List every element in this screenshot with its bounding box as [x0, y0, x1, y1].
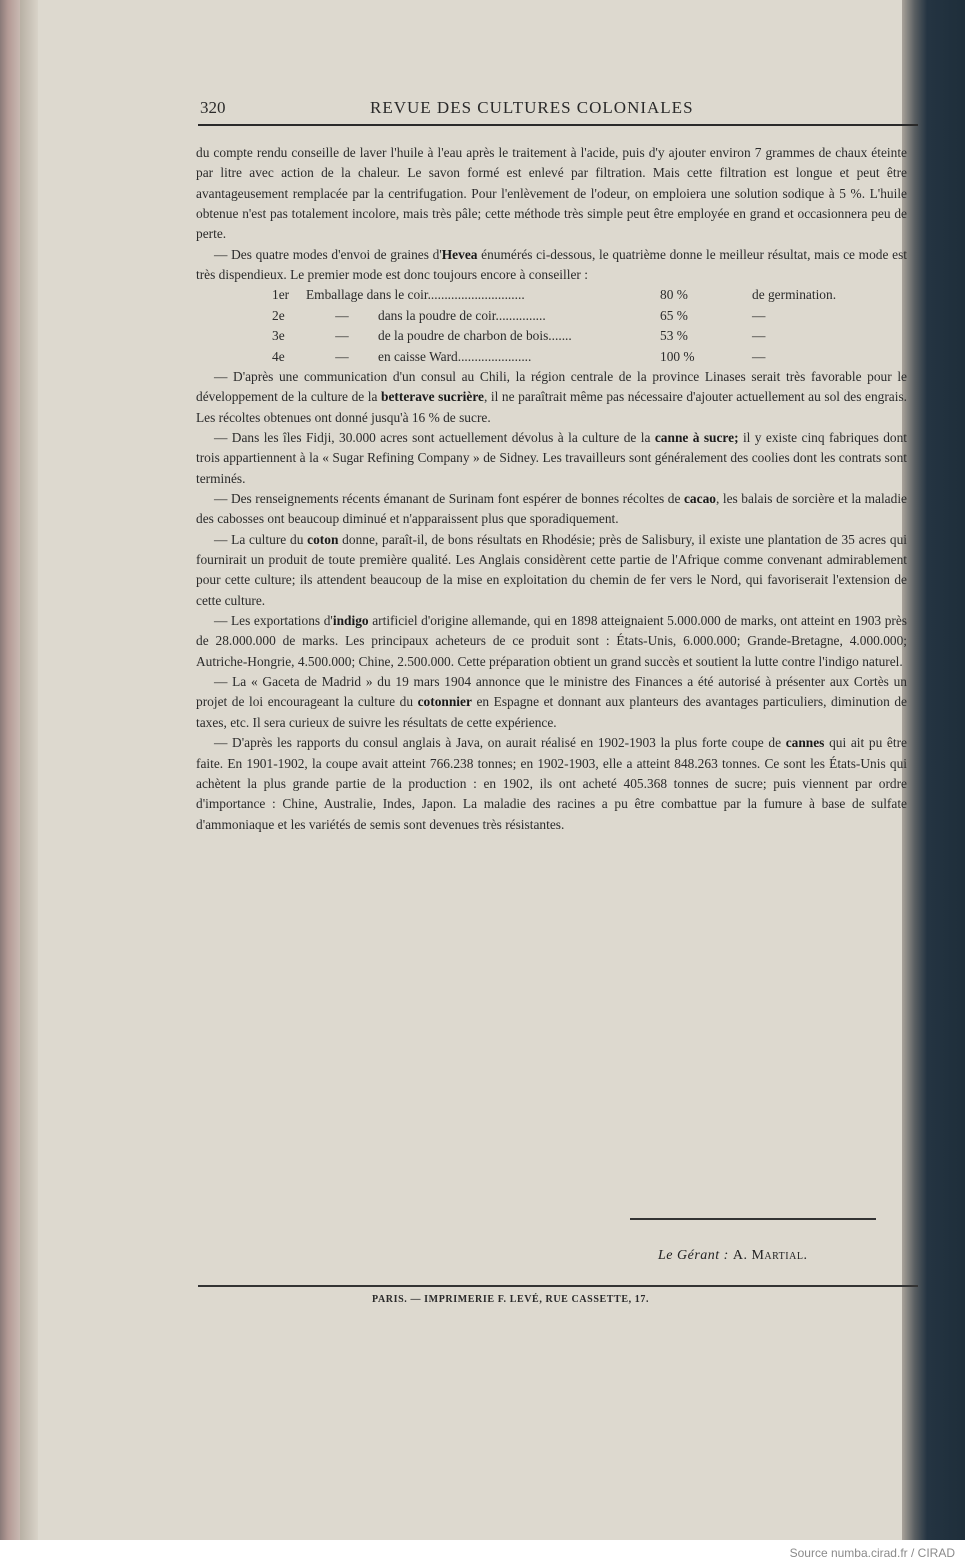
- germination-table: [272, 285, 907, 367]
- table-row: [272, 326, 907, 346]
- row-result: de germination.: [752, 287, 837, 303]
- text-run: il y existe cinq fabriques dont trois appartiennent à la « Sugar Refining Company » de Sidney. Les travailleurs sont généralement des coolies dont les contrats sont terminés.: [196, 430, 908, 486]
- row-percent: 80 %: [660, 287, 688, 303]
- row-percent: 53 %: [660, 328, 688, 344]
- table-row: [272, 285, 907, 305]
- signature-rule: [630, 1218, 876, 1220]
- row-method: Emballage dans le coir.............................: [306, 287, 525, 303]
- source-credit: Source numba.cirad.fr / CIRAD: [789, 1546, 955, 1560]
- text-run: — Les exportations d': [214, 613, 333, 629]
- text-run: donne, paraît-il, de bons résultats en Rhodésie; près de Salisbury, il existe une plantation de 35 acres qui fournirait un produit de toute première qualité. Les Anglais considèrent cette partie de l'Afrique comme convenant admirablement pour cette culture; ils attendent beaucoup de la mise en exploitation du chemin de fer vers le Nord, qui favoriserait l'extension de cette culture.: [196, 531, 907, 608]
- row-ditto: —: [335, 348, 349, 364]
- text-run: énumérés ci-dessous, le quatrième donne le meilleur résultat, mais ce mode est très dispendieux. Le premier mode est donc toujours encore à conseiller :: [196, 246, 907, 283]
- row-result: —: [752, 348, 766, 364]
- signature: [658, 1248, 807, 1264]
- book-cover-edge-right: [902, 0, 965, 1540]
- paragraph-madrid: [196, 672, 907, 733]
- row-ordinal: 4e: [272, 348, 285, 364]
- row-result: —: [752, 328, 766, 344]
- book-binding-left: [0, 0, 20, 1540]
- row-method: en caisse Ward......................: [378, 348, 532, 364]
- running-header: [200, 98, 918, 122]
- paragraph-oil-treatment: du compte rendu conseille de laver l'huile à l'eau après le traitement à l'acide, puis d'y ajouter environ 7 grammes de chaux éteinte par litre avec action de la chaleur. Le savon formé est enlevé par filtration. Mais cette filtration est longue et peut être avantageusement remplacée par la centrifugation. Pour l'enlèvement de l'odeur, on emploiera une solution sodique à 5 %. L'huile obtenue n'est pas totalement incolore, mais très pâle; cette méthode très simple peut être employée en grand et occasionnera peu de perte.: [196, 145, 907, 242]
- row-percent: 65 %: [660, 307, 688, 323]
- paragraph-hevea: [196, 245, 907, 286]
- keyword-hevea: Hevea: [441, 246, 478, 262]
- text-run: , les balais de sorcière et la maladie des cabosses ont beaucoup diminué et n'apparaissent plus que sporadiquement.: [196, 491, 907, 527]
- row-percent: 100 %: [660, 348, 695, 364]
- row-ditto: —: [335, 328, 349, 344]
- paragraph-indigo: [196, 611, 907, 672]
- journal-title: REVUE DES CULTURES COLONIALES: [370, 98, 694, 117]
- text-run: — La « Gaceta de Madrid » du 19 mars 1904 annonce que le ministre des Finances a été autorisé à présenter aux Cortès un projet de loi encourageant la culture du: [196, 674, 907, 710]
- keyword-cannes: cannes: [785, 735, 825, 751]
- signature-name: A. Martial.: [732, 1248, 808, 1263]
- keyword-cacao: cacao: [683, 491, 716, 507]
- paragraph-surinam: [196, 489, 907, 530]
- row-ordinal: 1er: [272, 287, 290, 303]
- paragraph-fidji: [196, 428, 907, 489]
- paragraph-betterave: [196, 367, 907, 428]
- signature-role: Le Gérant :: [658, 1248, 729, 1263]
- keyword-betterave: betterave sucrière: [381, 389, 484, 405]
- text-run: — D'après les rapports du consul anglais à Java, on aurait réalisé en 1902-1903 la plus forte coupe de: [214, 735, 786, 751]
- text-run: — Des renseignements récents émanant de Surinam font espérer de bonnes récoltes de: [214, 491, 684, 507]
- text-run: , il ne paraîtrait même pas nécessaire d'ajouter actuellement au sol des engrais. Les récoltes obtenues ont donné jusqu'à 16 % de sucre.: [196, 389, 908, 425]
- row-ditto: —: [335, 307, 349, 323]
- footer-rule: [198, 1285, 918, 1287]
- row-method: dans la poudre de coir...............: [378, 307, 546, 323]
- text-run: — Des quatre modes d'envoi de graines d': [214, 246, 442, 262]
- gutter-shadow: [20, 0, 38, 1540]
- page-number: 320: [200, 98, 226, 117]
- text-run: — La culture du: [214, 531, 308, 547]
- row-ordinal: 3e: [272, 328, 285, 344]
- row-result: —: [752, 307, 766, 323]
- paragraph-java: [196, 733, 907, 835]
- row-method: de la poudre de charbon de bois.......: [378, 328, 572, 344]
- table-row: [272, 347, 907, 367]
- article-body: [196, 143, 907, 835]
- paragraph-rhodesie: [196, 530, 907, 611]
- text-run: — Dans les îles Fidji, 30.000 acres sont actuellement dévolus à la culture de la: [214, 430, 655, 445]
- text-run: en Espagne et donnant aux planteurs des avantages particuliers, diminution de taxes, etc. Il sera curieux de suivre les résultats de cette expérience.: [196, 694, 907, 730]
- text-run: — D'après une communication d'un consul au Chili, la région centrale de la province Linases serait très favorable pour le développement de la culture de la: [196, 368, 907, 405]
- header-rule: [198, 124, 918, 126]
- keyword-canne: canne à sucre;: [654, 430, 739, 445]
- printer-imprint: PARIS. — IMPRIMERIE F. LEVÉ, RUE CASSETTE, 17.: [372, 1294, 650, 1305]
- text-run: artificiel d'origine allemande, qui en 1898 atteignaient 5.000.000 de marks, ont atteint en 1903 près de 28.000.000 de marks. Les principaux acheteurs de ce produit sont : États-Unis, 6.000.000; Grande-Bretagne, 4.000.000; Autriche-Hongrie, 4.500.000; Chine, 2.500.000. Cette préparation obtient un grand succès et soutient la lutte contre l'indigo naturel.: [196, 613, 908, 669]
- text-run: qui ait pu être faite. En 1901-1902, la coupe avait atteint 766.238 tonnes; en 1902-1903, elle a atteint 848.263 tonnes. Ce sont les États-Unis qui achètent la plus grande partie de la production : en 1902, ils ont acheté 405.368 tonnes de sucre; puis viennent par ordre d'importance : Chine, Australie, Indes, Japon. La maladie des racines a pu être combattue par la fumure à base de sulfate d'ammoniaque et les variétés de semis sont devenues très résistantes.: [196, 735, 907, 832]
- keyword-indigo: indigo: [332, 613, 369, 629]
- row-ordinal: 2e: [272, 307, 285, 323]
- keyword-coton: coton: [307, 531, 339, 547]
- table-row: [272, 306, 907, 326]
- keyword-cotonnier: cotonnier: [417, 694, 472, 710]
